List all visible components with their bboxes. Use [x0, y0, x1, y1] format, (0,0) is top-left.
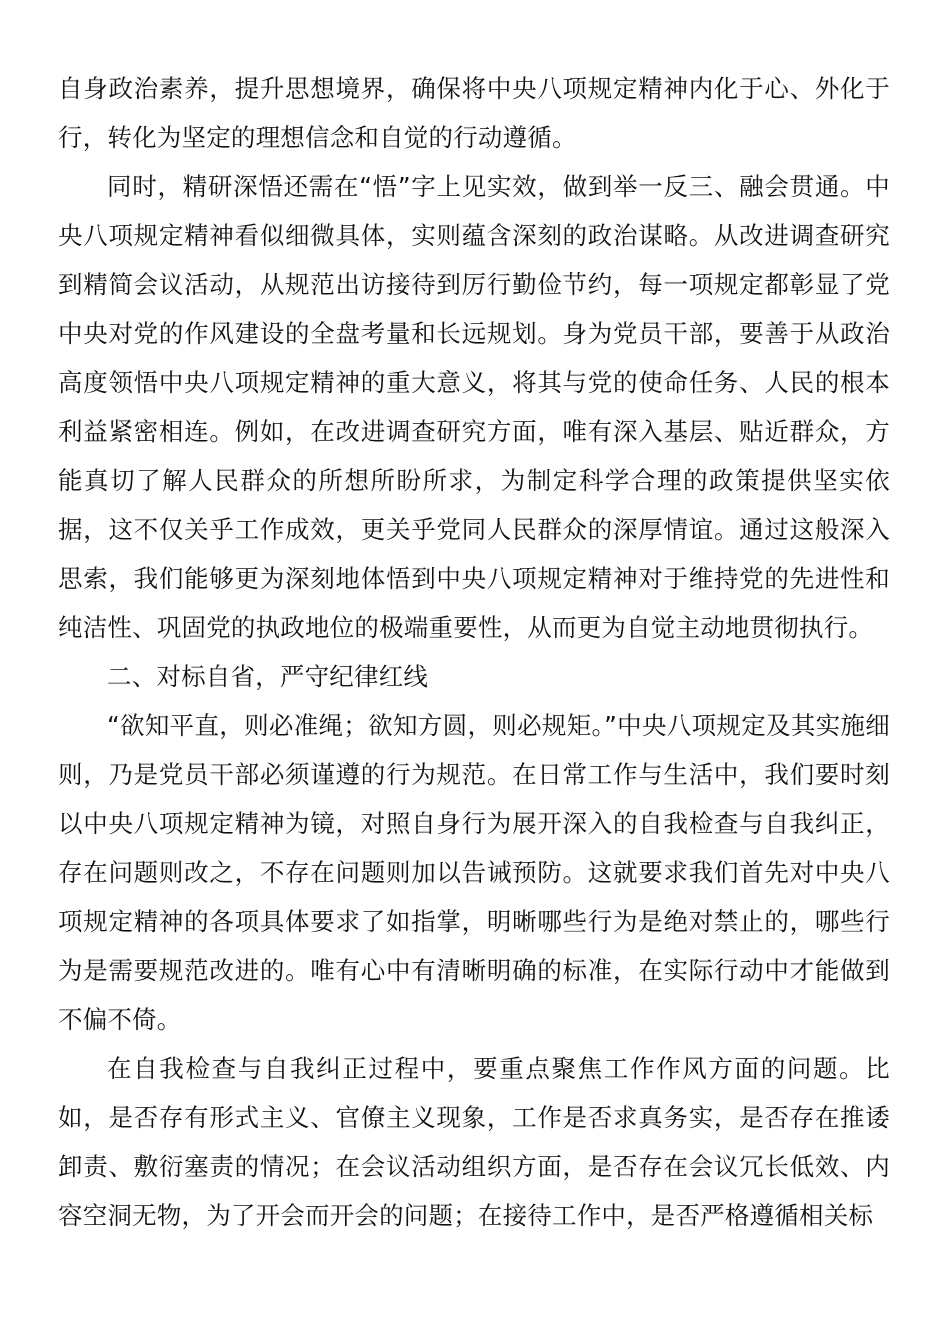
paragraph-continued: 自身政治素养，提升思想境界，确保将中央八项规定精神内化于心、外化于行，转化为坚定的理想信念和自觉的行动遵循。: [58, 74, 890, 152]
paragraph-study-deeply: 同时，精研深悟还需在“悟”字上见实效，做到举一反三、融会贯通。中央八项规定精神看似细微具体，实则蕴含深刻的政治谋略。从改进调查研究到精简会议活动，从规范出访接待到厉行勤俭节约，每一项规定都彰显了党中央对党的作风建设的全盘考量和长远规划。身为党员干部，要善于从政治高度领悟中央八项规定精神的重大意义，将其与党的使命任务、人民的根本利益紧密相连。例如，在改进调查研究方面，唯有深入基层、贴近群众，方能真切了解人民群众的所想所盼所求，为制定科学合理的政策提供坚实依据，这不仅关乎工作成效，更关乎党同人民群众的深厚情谊。通过这般深入思索，我们能够更为深刻地体悟到中央八项规定精神对于维持党的先进性和纯洁性、巩固党的执政地位的极端重要性，从而更为自觉主动地贯彻执行。: [58, 172, 890, 642]
document-body: [58, 64, 890, 1240]
paragraph-work-style: 在自我检查与自我纠正过程中，要重点聚焦工作作风方面的问题。比如，是否存有形式主义、官僚主义现象，工作是否求真务实，是否存在推诿卸责、敷衍塞责的情况；在会议活动组织方面，是否存在会议冗长低效、内容空洞无物，为了开会而开会的问题；在接待工作中，是否严格遵循相关标: [58, 1054, 890, 1230]
section-heading: 二、对标自省，严守纪律红线: [107, 662, 429, 691]
paragraph-self-check: “欲知平直，则必准绳；欲知方圆，则必规矩。”中央八项规定及其实施细则，乃是党员干部必须谨遵的行为规范。在日常工作与生活中，我们要时刻以中央八项规定精神为镜，对照自身行为展开深入的自我检查与自我纠正，存在问题则改之，不存在问题则加以告诫预防。这就要求我们首先对中央八项规定精神的各项具体要求了如指掌，明晰哪些行为是绝对禁止的，哪些行为是需要规范改进的。唯有心中有清晰明确的标准，在实际行动中才能做到不偏不倚。: [58, 711, 890, 1034]
